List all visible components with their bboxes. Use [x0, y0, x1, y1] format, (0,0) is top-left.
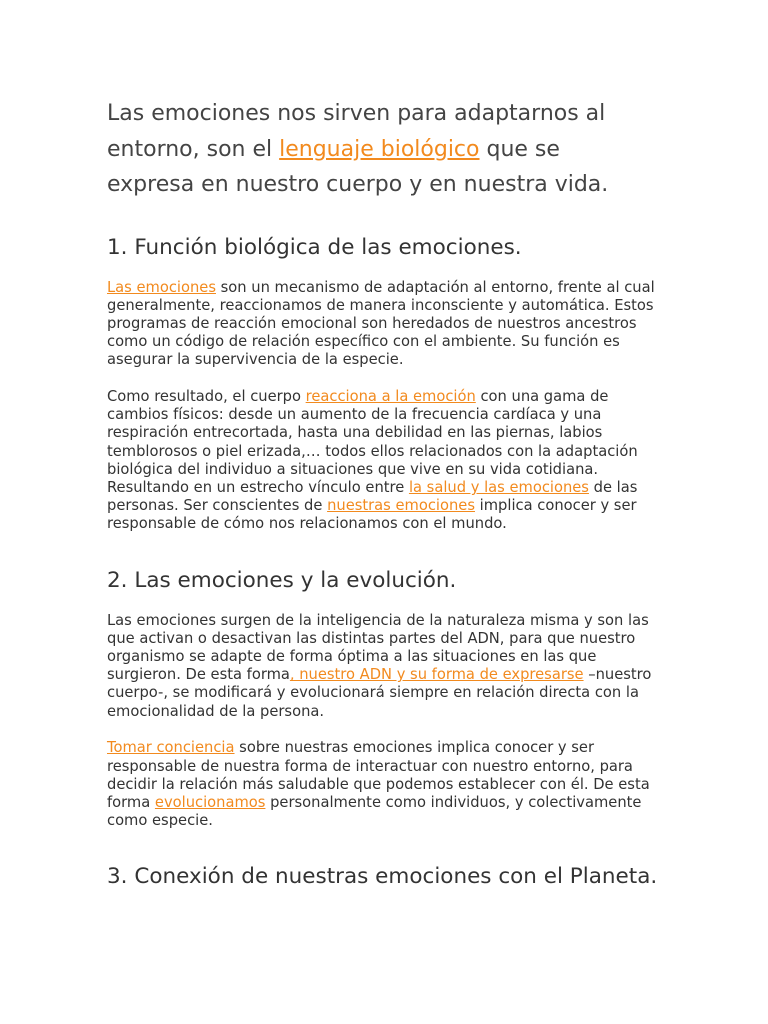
section-1-paragraph-2: [107, 388, 667, 534]
section-3-heading: 3. Conexión de nuestras emociones con el Planeta.: [107, 864, 658, 890]
link-nuestras-emociones[interactable]: nuestras emociones: [327, 497, 475, 515]
link-las-emociones[interactable]: Las emociones: [107, 278, 216, 296]
section-1-paragraph-1: [107, 279, 667, 370]
section-1-heading: 1. Función biológica de las emociones.: [107, 234, 522, 260]
link-reacciona-a-la-emocion[interactable]: reacciona a la emoción: [305, 388, 476, 406]
intro-text-b: que se expresa en nuestro cuerpo y en nuestra vida.: [107, 136, 609, 197]
section-1-p2-text-a: Como resultado, el cuerpo: [107, 388, 306, 406]
link-tomar-conciencia[interactable]: Tomar conciencia: [107, 739, 235, 757]
section-2-p2-text-b: personalmente como individuos, y colectivamente como especie.: [107, 793, 642, 830]
link-evolucionamos[interactable]: evolucionamos: [154, 793, 266, 811]
section-2-paragraph-1: [107, 612, 667, 721]
section-2-heading: 2. Las emociones y la evolución.: [107, 567, 457, 593]
section-2-paragraph-2: [107, 739, 667, 830]
section-1-p2-text-b: con una gama de cambios físicos: desde un aumento de la frecuencia cardíaca y una respiración entrecortada, hasta una debilidad en las piernas, labios temblorosos o piel erizada,… todos ellos relacionados con la adaptación biológica del individuo a situaciones que vive en su vida cotidiana. Resultando en un estrecho vínculo entre: [107, 388, 638, 497]
document-page: [107, 96, 667, 908]
section-2-p2-text-a: sobre nuestras emociones implica conocer y ser responsable de nuestra forma de interactuar con nuestro entorno, para decidir la relación más saludable que podemos establecer con él. De esta forma: [107, 739, 650, 811]
section-1-p1-text: son un mecanismo de adaptación al entorno, frente al cual generalmente, reaccionamos de manera inconsciente y automática. Estos programas de reacción emocional son heredados de nuestros ancestros como un código de relación específico con el ambiente. Su función es asegurar la supervivencia de la especie.: [107, 278, 655, 369]
link-la-salud-y-las-emociones[interactable]: la salud y las emociones: [408, 479, 589, 497]
intro-text-a: Las emociones nos sirven para adaptarnos al entorno, son el: [107, 101, 606, 162]
intro-paragraph: [107, 96, 647, 203]
section-1-p2-text-d: implica conocer y ser responsable de cómo nos relacionamos con el mundo.: [107, 497, 637, 533]
link-nuestro-adn[interactable]: , nuestro ADN y su forma de expresarse: [289, 666, 584, 684]
section-1-p2-text-c: de las personas. Ser conscientes de: [107, 479, 638, 515]
link-lenguaje-biologico[interactable]: lenguaje biológico: [279, 136, 480, 162]
section-2-p1-text-b: –nuestro cuerpo-, se modificará y evolucionará siempre en relación directa con la emocionalidad de la persona.: [107, 666, 652, 720]
section-2-p1-text-a: Las emociones surgen de la inteligencia de la naturaleza misma y son las que activan o desactivan las distintas partes del ADN, para que nuestro organismo se adapte de forma óptima a las situaciones en las que surgieron. De esta forma: [107, 611, 649, 684]
